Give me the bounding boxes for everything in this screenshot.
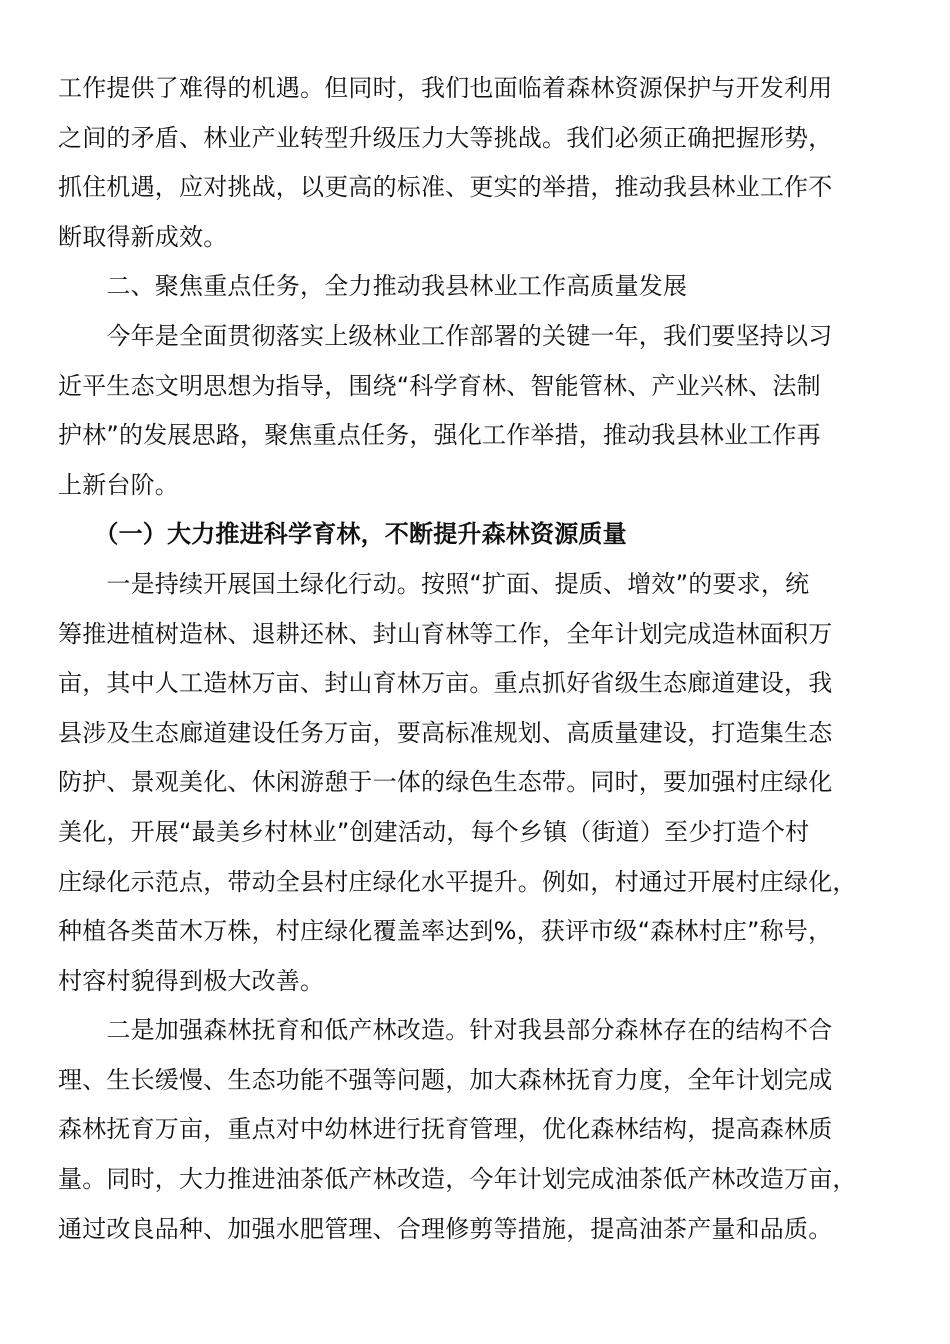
paragraph-line: 村容村貌得到极大改善。 xyxy=(58,966,325,995)
paragraph-line: 一是持续开展国土绿化行动。按照“扩面、提质、增效”的要求，统 xyxy=(58,569,810,598)
paragraph-line: 防护、景观美化、休闲游憩于一体的绿色生态带。同时，要加强村庄绿化 xyxy=(58,768,833,797)
paragraph-line: 上新台阶。 xyxy=(58,470,179,499)
paragraph-line: 森林抚育万亩，重点对中幼林进行抚育管理，优化森林结构，提高森林质 xyxy=(58,1115,833,1144)
paragraph-line: 亩，其中人工造林万亩、封山育林万亩。重点抓好省级生态廊道建设，我 xyxy=(58,669,833,698)
paragraph-line: 断取得新成效。 xyxy=(58,222,228,251)
paragraph-line: 县涉及生态廊道建设任务万亩，要高标准规划、高质量建设，打造集生态 xyxy=(58,718,833,747)
paragraph-line: 筹推进植树造林、退耕还林、封山育林等工作，全年计划完成造林面积万 xyxy=(58,619,833,648)
paragraph-line: 之间的矛盾、林业产业转型升级压力大等挑战。我们必须正确把握形势， xyxy=(58,123,833,152)
document-body xyxy=(58,64,892,1254)
paragraph-line: 种植各类苗木万株，村庄绿化覆盖率达到%，获评市级“森林村庄”称号， xyxy=(58,917,833,946)
paragraph-line: 庄绿化示范点，带动全县村庄绿化水平提升。例如，村通过开展村庄绿化， xyxy=(58,867,857,896)
section-heading-2: 二、聚焦重点任务，全力推动我县林业工作高质量发展 xyxy=(58,272,688,301)
subsection-heading-1: （一）大力推进科学育林，不断提升森林资源质量 xyxy=(58,520,627,549)
paragraph-line: 抓住机遇，应对挑战，以更高的标准、更实的举措，推动我县林业工作不 xyxy=(58,173,833,202)
paragraph-line: 工作提供了难得的机遇。但同时，我们也面临着森林资源保护与开发利用 xyxy=(58,74,833,102)
paragraph-line: 今年是全面贯彻落实上级林业工作部署的关键一年，我们要坚持以习 xyxy=(58,321,833,350)
paragraph-line: 量。同时，大力推进油茶低产林改造，今年计划完成油茶低产林改造万亩， xyxy=(58,1165,857,1194)
paragraph-line: 近平生态文明思想为指导，围绕“科学育林、智能管林、产业兴林、法制 xyxy=(58,371,821,400)
paragraph-line: 理、生长缓慢、生态功能不强等问题，加大森林抚育力度，全年计划完成 xyxy=(58,1065,833,1094)
paragraph-line: 通过改良品种、加强水肥管理、合理修剪等措施，提高油茶产量和品质。 xyxy=(58,1214,833,1243)
paragraph-line: 美化，开展“最美乡村林业”创建活动，每个乡镇（街道）至少打造个村 xyxy=(58,817,810,846)
paragraph-line: 护林”的发展思路，聚焦重点任务，强化工作举措，推动我县林业工作再 xyxy=(58,421,821,450)
paragraph-line: 二是加强森林抚育和低产林改造。针对我县部分森林存在的结构不合 xyxy=(58,1016,833,1045)
